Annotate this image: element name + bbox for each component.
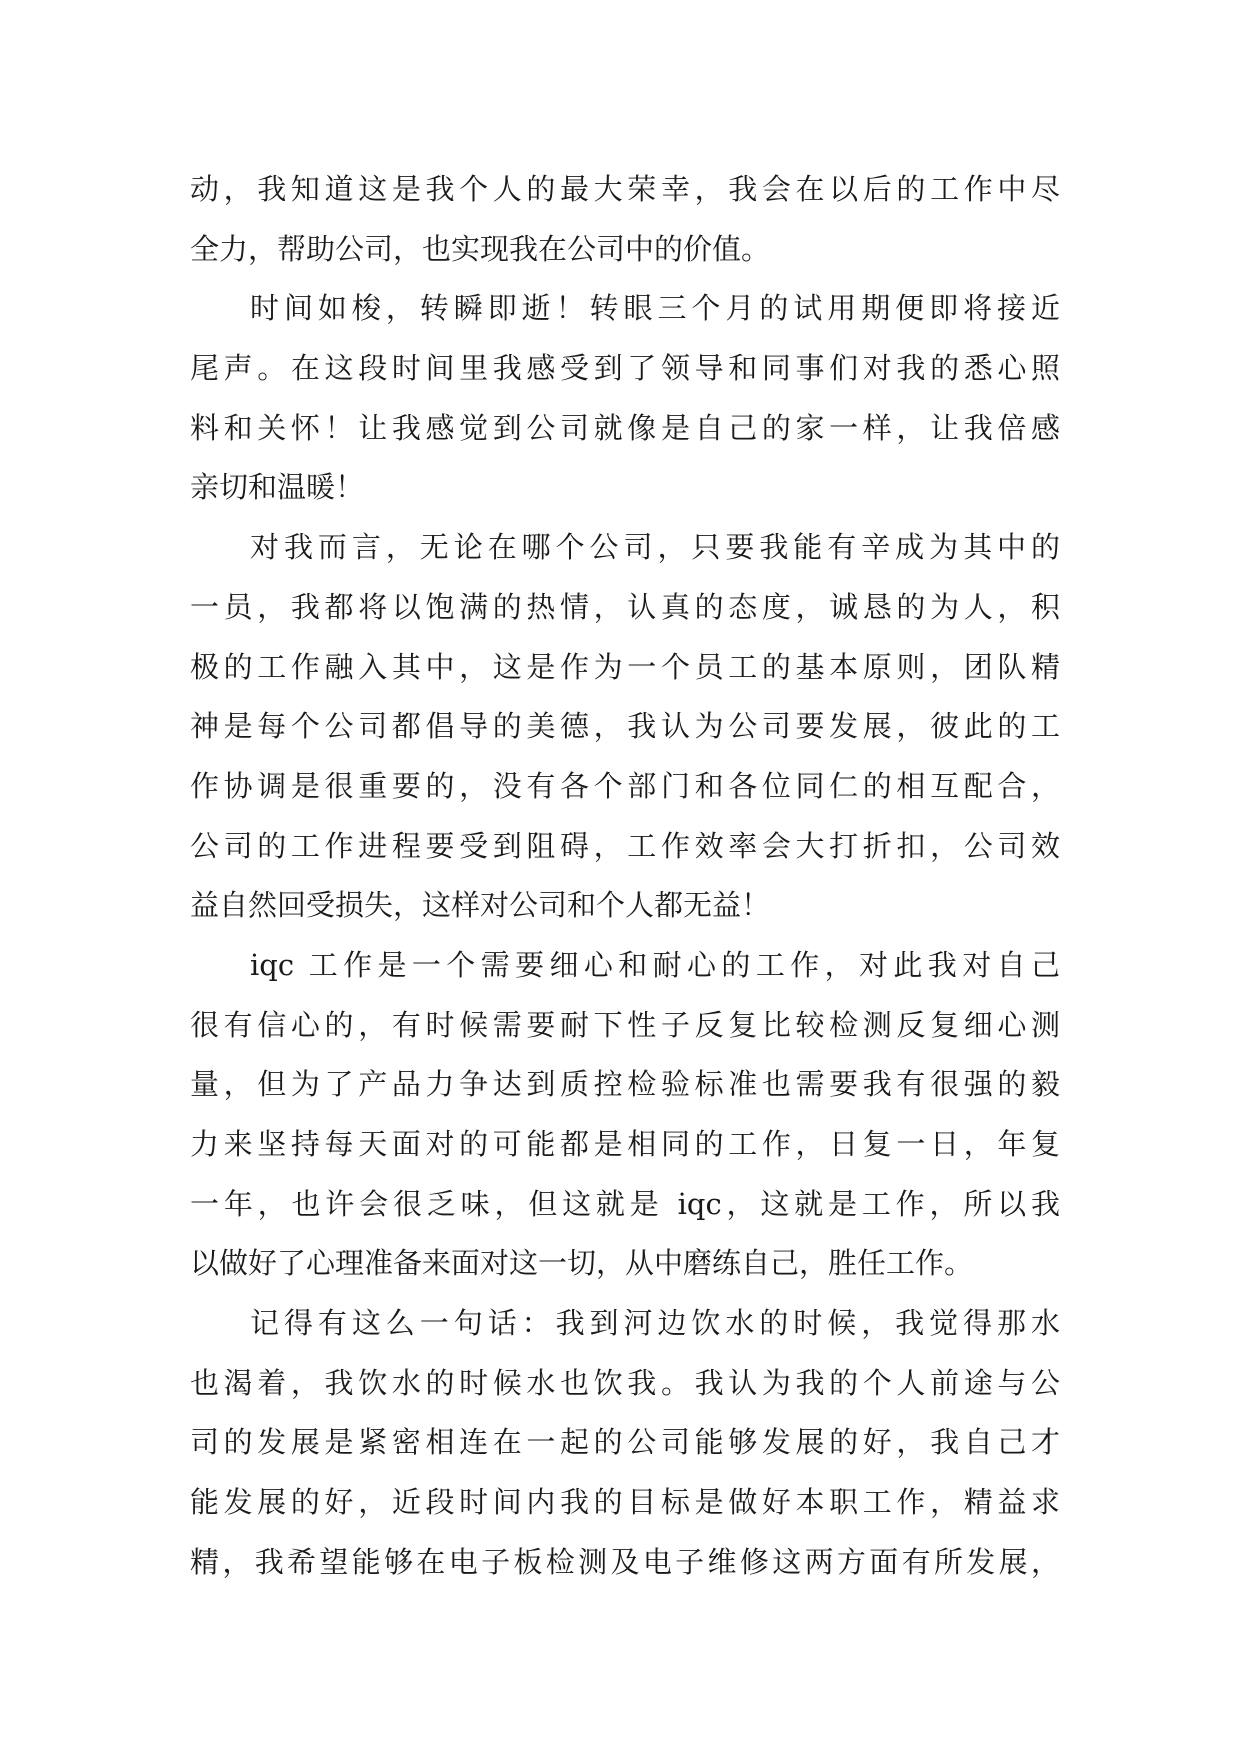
text-line: 尾声。在这段时间里我感受到了领导和同事们对我的悉心照 — [190, 351, 1060, 386]
text-line: 司的发展是紧密相连在一起的公司能够发展的好，我自己才 — [190, 1425, 1060, 1460]
text-line: iqc 工作是一个需要细心和耐心的工作，对此我对自己 — [250, 947, 1060, 982]
text-line: 动，我知道这是我个人的最大荣幸，我会在以后的工作中尽 — [190, 172, 1060, 206]
text-line: 力来坚持每天面对的可能都是相同的工作，日复一日，年复 — [190, 1127, 1060, 1161]
text-line: 很有信心的，有时候需要耐下性子反复比较检测反复细心测 — [190, 1007, 1060, 1042]
text-line: 能发展的好，近段时间内我的目标是做好本职工作，精益求 — [190, 1485, 1060, 1520]
text-line: 神是每个公司都倡导的美德，我认为公司要发展，彼此的工 — [190, 709, 1060, 744]
text-line: 对我而言，无论在哪个公司，只要我能有辛成为其中的 — [250, 530, 1060, 565]
text-line: 亲切和温暖！ — [190, 470, 365, 505]
text-line: 精，我希望能够在电子板检测及电子维修这两方面有所发展， — [190, 1544, 1060, 1579]
text-line: 时间如梭，转瞬即逝！转眼三个月的试用期便即将接近 — [250, 291, 1060, 326]
text-line: 公司的工作进程要受到阻碍，工作效率会大打折扣，公司效 — [190, 828, 1060, 863]
text-line: 也渴着，我饮水的时候水也饮我。我认为我的个人前途与公 — [190, 1365, 1060, 1400]
text-line: 以做好了心理准备来面对这一切，从中磨练自己，胜任工作。 — [190, 1246, 974, 1281]
text-line: 量，但为了产品力争达到质控检验标准也需要我有很强的毅 — [190, 1067, 1060, 1102]
text-line: 料和关怀！让我感觉到公司就像是自己的家一样，让我倍感 — [190, 410, 1060, 445]
text-line: 一年，也许会很乏味，但这就是 iqc，这就是工作，所以我 — [190, 1186, 1060, 1221]
text-line: 作协调是很重要的，没有各个部门和各位同仁的相互配合， — [190, 768, 1060, 803]
document-body — [190, 160, 1060, 1593]
text-line: 记得有这么一句话：我到河边饮水的时候，我觉得那水 — [250, 1306, 1060, 1341]
text-line: 一员，我都将以饱满的热情，认真的态度，诚恳的为人，积 — [190, 589, 1060, 624]
text-line: 益自然回受损失，这样对公司和个人都无益！ — [190, 888, 771, 923]
text-line: 极的工作融入其中，这是作为一个员工的基本原则，团队精 — [190, 649, 1060, 684]
text-line: 全力，帮助公司，也实现我在公司中的价值。 — [190, 231, 771, 266]
